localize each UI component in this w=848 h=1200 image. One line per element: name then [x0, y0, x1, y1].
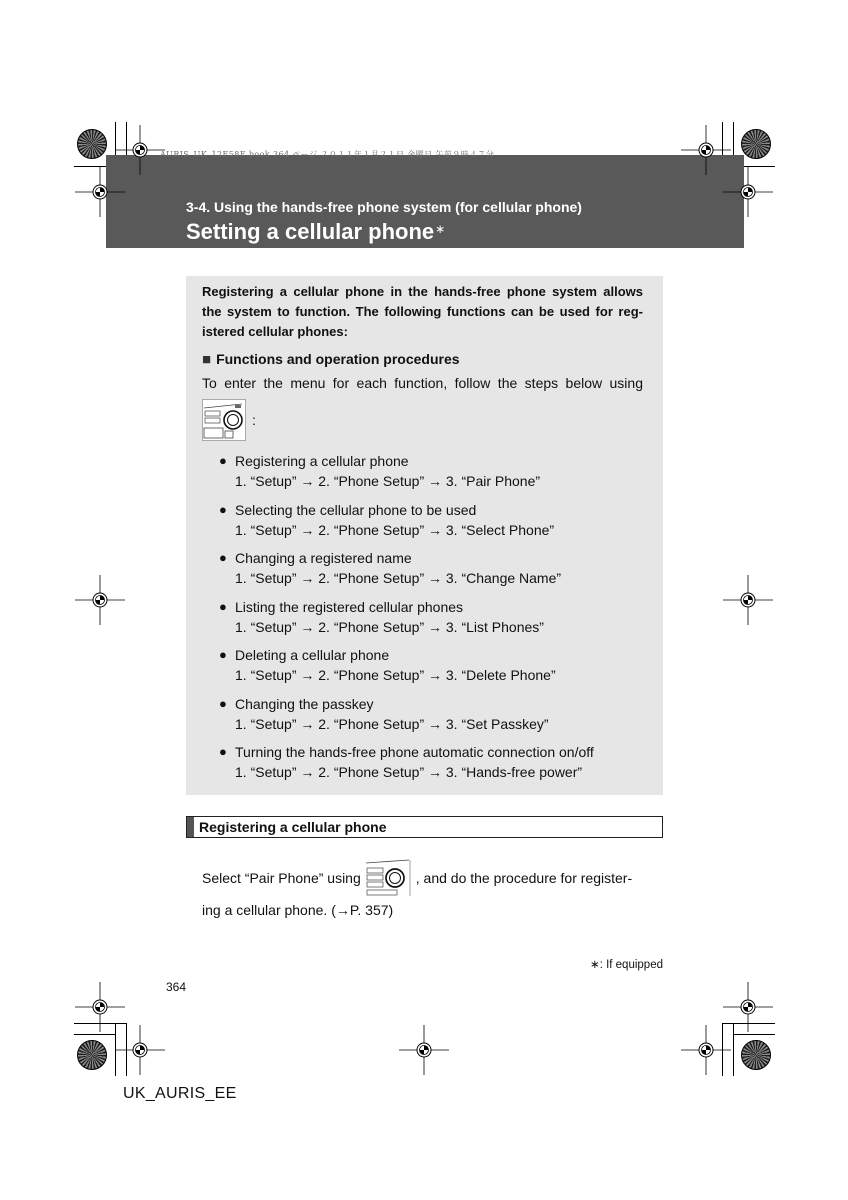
intro-text-line: the system to function. The following functions can be used for reg- [202, 304, 643, 319]
crosshair-registration-icon [399, 1025, 449, 1075]
function-title-row [219, 742, 643, 762]
function-item [202, 500, 643, 540]
functions-heading [202, 348, 643, 371]
function-steps: 1. “Setup” → 2. “Phone Setup” → 3. “Delete Phone” [235, 667, 556, 683]
footnote-text: : If equipped [599, 959, 663, 971]
function-steps: 1. “Setup” → 2. “Phone Setup” → 3. “Hands-free power” [235, 764, 583, 780]
function-item [202, 597, 643, 637]
bullet-icon: ● [219, 695, 227, 711]
function-steps: 1. “Setup” → 2. “Phone Setup” → 3. “Select Phone” [235, 521, 555, 538]
bullet-icon: ● [219, 647, 227, 662]
function-item [202, 694, 643, 734]
crosshair-registration-icon [681, 1025, 731, 1075]
section-label: 3-4. Using the hands-free phone system (for cellular phone) [186, 199, 582, 215]
radial-registration-icon [741, 1040, 771, 1070]
function-title-row [219, 694, 643, 714]
function-title-row [219, 451, 643, 471]
instruction-text: To enter the menu for each function, follow the steps below using [202, 375, 643, 391]
instruction-colon: : [252, 412, 256, 428]
crosshair-registration-icon [723, 982, 773, 1032]
footer-code: UK_AURIS_EE [123, 1085, 237, 1102]
functions-list [202, 451, 643, 782]
page-number: 364 [166, 980, 187, 994]
function-steps: 1. “Setup” → 2. “Phone Setup” → 3. “Set Passkey” [235, 715, 549, 732]
function-item [202, 645, 643, 685]
function-title-row [219, 548, 643, 568]
function-steps: 1. “Setup” → 2. “Phone Setup” → 3. “Pair Phone” [235, 473, 541, 489]
function-item [202, 742, 643, 782]
audio-unit-knob-icon [202, 399, 246, 441]
function-steps: 1. “Setup” → 2. “Phone Setup” → 3. “List Phones” [235, 618, 544, 635]
equipped-mark: ∗ [435, 222, 446, 236]
bullet-icon: ● [219, 744, 227, 759]
bullet-icon: ● [219, 501, 227, 517]
crop-line [74, 1034, 115, 1035]
page-title [186, 219, 445, 245]
crosshair-registration-icon [75, 575, 125, 625]
function-steps: 1. “Setup” → 2. “Phone Setup” → 3. “Change Name” [235, 570, 562, 586]
footnote-mark: ∗ [590, 959, 600, 971]
crosshair-registration-icon [75, 167, 125, 217]
section-paragraph-line: ing a cellular phone. (→P. 357) [202, 902, 394, 918]
crosshair-registration-icon [723, 167, 773, 217]
square-marker-icon: ■ [202, 351, 212, 368]
function-title: Changing a registered name [235, 550, 412, 566]
bullet-icon: ● [219, 598, 227, 614]
function-title: Deleting a cellular phone [235, 647, 390, 663]
function-item [202, 451, 643, 491]
section-heading-bar [187, 817, 194, 837]
function-title: Registering a cellular phone [235, 453, 409, 469]
function-title: Listing the registered cellular phones [235, 598, 464, 615]
function-title-row [219, 645, 643, 665]
function-title: Changing the passkey [235, 695, 374, 712]
function-title: Turning the hands-free phone automatic connection on/off [235, 744, 594, 760]
print-info: AURIS_UK_12E58E.book 364 ページ ２０１１年１月２１日 金曜日 午前９時４７分 [160, 150, 495, 159]
intro-text-line: istered cellular phones: [202, 324, 348, 339]
audio-unit-knob-icon [365, 859, 411, 897]
intro-text-line: Registering a cellular phone in the hands-free phone system allows [202, 284, 643, 299]
section-paragraph-line [202, 859, 632, 897]
radial-registration-icon [741, 129, 771, 159]
section-heading-text: Registering a cellular phone [199, 819, 387, 835]
functions-heading-text: Functions and operation procedures [216, 351, 460, 367]
bullet-icon: ● [219, 550, 227, 565]
footnote [590, 957, 663, 973]
radial-registration-icon [77, 1040, 107, 1070]
function-title-row [219, 500, 643, 520]
functions-info-box [186, 276, 663, 795]
bullet-icon: ● [219, 453, 227, 468]
function-title-row [219, 597, 643, 617]
section-text-after-icon: , and do the procedure for register- [415, 870, 633, 886]
section-text-before-icon: Select “Pair Phone” using [202, 870, 361, 886]
page-title-text: Setting a cellular phone [186, 219, 435, 244]
function-title: Selecting the cellular phone to be used [235, 501, 477, 518]
radial-registration-icon [77, 129, 107, 159]
crosshair-registration-icon [115, 1025, 165, 1075]
crop-line [733, 1034, 775, 1035]
crosshair-registration-icon [723, 575, 773, 625]
instruction-icon-row [202, 399, 643, 441]
section-heading [186, 816, 663, 838]
function-item [202, 548, 643, 588]
